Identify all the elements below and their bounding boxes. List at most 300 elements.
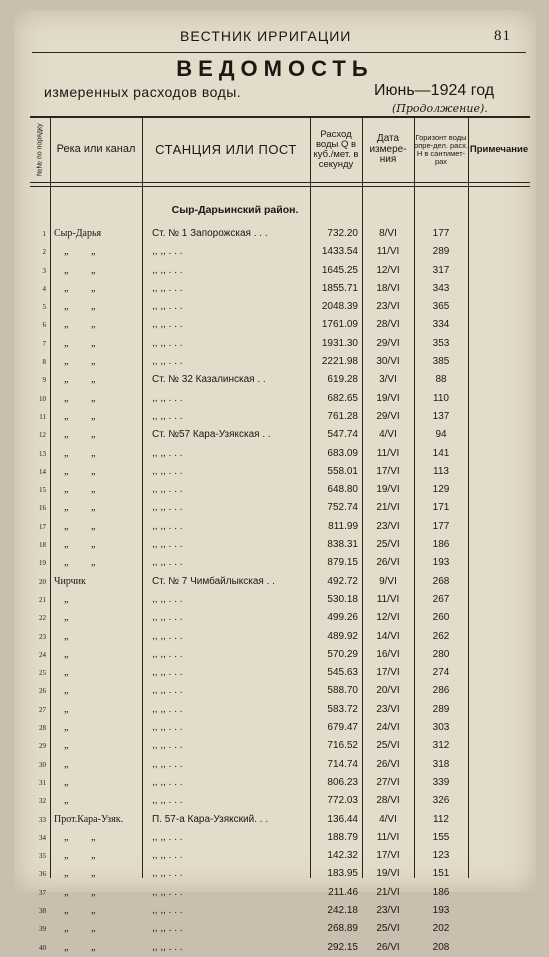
cell-date: 11/VI — [376, 831, 400, 843]
cell-river: „ „ — [64, 392, 106, 404]
journal-title: ВЕСТНИК ИРРИГАЦИИ — [180, 28, 352, 44]
cell-river: „ „ — [64, 502, 106, 514]
cell-num: 26 — [39, 687, 46, 696]
cell-station: ,, ,, . . . — [152, 703, 183, 715]
cell-num: 13 — [39, 449, 46, 458]
cell-station: ,, ,, . . . — [152, 484, 183, 496]
cell-discharge: 838.31 — [327, 539, 358, 551]
table-row — [30, 756, 530, 774]
cell-horizon: 137 — [432, 410, 450, 422]
cell-horizon: 365 — [432, 301, 450, 313]
cell-horizon: 312 — [432, 740, 450, 752]
cell-date: 29/VI — [376, 337, 400, 349]
cell-river: „ „ — [64, 904, 106, 916]
cell-discharge: 188.79 — [327, 831, 358, 843]
table-row — [30, 829, 530, 847]
cell-discharge: 268.89 — [327, 923, 358, 935]
cell-date: 23/VI — [376, 904, 400, 916]
cell-date: 19/VI — [376, 484, 400, 496]
table-row — [30, 463, 530, 481]
cell-station: ,, ,, . . . — [152, 557, 183, 569]
cell-date: 11/VI — [376, 447, 400, 459]
cell-horizon: 202 — [432, 923, 450, 935]
cell-horizon: 186 — [432, 539, 450, 551]
cell-discharge: 588.70 — [327, 685, 358, 697]
cell-horizon: 155 — [432, 831, 450, 843]
cell-num: 7 — [42, 339, 46, 348]
table-row — [30, 920, 530, 938]
cell-station: ,, ,, . . . — [152, 301, 183, 313]
cell-station: ,, ,, . . . — [152, 758, 183, 770]
cell-horizon: 280 — [432, 648, 450, 660]
cell-num: 23 — [39, 632, 46, 641]
cell-river: „ — [64, 722, 79, 734]
cell-river: „ „ — [64, 410, 106, 422]
cell-date: 25/VI — [376, 539, 400, 551]
cell-discharge: 772.03 — [327, 795, 358, 807]
cell-horizon: 289 — [432, 703, 450, 715]
cell-discharge: 648.80 — [327, 484, 358, 496]
table-row — [30, 298, 530, 316]
cell-river: „ „ — [64, 465, 106, 477]
cell-date: 23/VI — [376, 301, 400, 313]
cell-river: „ „ — [64, 374, 106, 386]
cell-station: ,, ,, . . . — [152, 850, 183, 862]
cell-station: ,, ,, . . . — [152, 246, 183, 258]
cell-horizon: 353 — [432, 337, 450, 349]
cell-station: ,, ,, . . . — [152, 502, 183, 514]
table-row — [30, 353, 530, 371]
cell-station: ,, ,, . . . — [152, 392, 183, 404]
cell-num: 22 — [39, 614, 46, 623]
table-row — [30, 902, 530, 920]
cell-river: „ „ — [64, 282, 106, 294]
cell-river: „ — [64, 630, 79, 642]
running-head — [14, 28, 536, 48]
cell-num: 37 — [39, 888, 46, 897]
cell-discharge: 142.32 — [327, 850, 358, 862]
cell-river: „ „ — [64, 868, 106, 880]
cell-river: Прот.Кара-Узяк. — [54, 813, 124, 825]
cell-date: 4/VI — [379, 429, 397, 441]
cell-num: 24 — [39, 650, 46, 659]
continued-note: (Продолжение). — [392, 102, 488, 115]
cell-river: „ — [64, 612, 79, 624]
cell-num: 25 — [39, 669, 46, 678]
cell-river: „ „ — [64, 246, 106, 258]
cell-num: 35 — [39, 852, 46, 861]
cell-date: 17/VI — [376, 850, 400, 862]
cell-horizon: 151 — [432, 868, 450, 880]
cell-date: 23/VI — [376, 703, 400, 715]
cell-discharge: 879.15 — [327, 557, 358, 569]
table-row — [30, 774, 530, 792]
table-row — [30, 426, 530, 444]
cell-date: 17/VI — [376, 667, 400, 679]
table-row — [30, 939, 530, 957]
cell-discharge: 489.92 — [327, 630, 358, 642]
table-row — [30, 445, 530, 463]
table-row — [30, 225, 530, 243]
cell-station: ,, ,, . . . — [152, 831, 183, 843]
table-row — [30, 316, 530, 334]
cell-date: 26/VI — [376, 557, 400, 569]
cell-num: 29 — [39, 742, 46, 751]
cell-date: 9/VI — [379, 575, 397, 587]
document-period: Июнь—1924 год — [374, 82, 495, 99]
cell-horizon: 286 — [432, 685, 450, 697]
cell-discharge: 2221.98 — [321, 356, 358, 368]
cell-station: ,, ,, . . . — [152, 904, 183, 916]
cell-date: 24/VI — [376, 722, 400, 734]
cell-date: 17/VI — [376, 465, 400, 477]
cell-horizon: 326 — [432, 795, 450, 807]
cell-river: „ „ — [64, 539, 106, 551]
cell-station: ,, ,, . . . — [152, 337, 183, 349]
cell-num: 11 — [39, 412, 46, 421]
table-row — [30, 865, 530, 883]
cell-discharge: 499.26 — [327, 612, 358, 624]
cell-num: 9 — [42, 376, 46, 385]
cell-station: Ст. № 1 Запорожская . . . — [152, 228, 268, 239]
table-row — [30, 243, 530, 261]
table-header — [30, 118, 530, 183]
cell-station: ,, ,, . . . — [152, 612, 183, 624]
cell-horizon: 193 — [432, 557, 450, 569]
document-subtitle: измеренных расходов воды. — [44, 84, 242, 100]
cell-date: 14/VI — [376, 630, 400, 642]
cell-river: „ „ — [64, 447, 106, 459]
cell-horizon: 171 — [432, 502, 450, 514]
cell-date: 3/VI — [379, 374, 397, 386]
table-row — [30, 628, 530, 646]
table-row — [30, 811, 530, 829]
cell-station: ,, ,, . . . — [152, 667, 183, 679]
table-row — [30, 701, 530, 719]
cell-station: ,, ,, . . . — [152, 539, 183, 551]
cell-river: „ — [64, 758, 79, 770]
header-rule — [32, 52, 526, 53]
cell-date: 11/VI — [376, 246, 400, 258]
cell-horizon: 334 — [432, 319, 450, 331]
header-horizon: Горизонт воды опре-дел. расх. Н в сантимет-рах — [414, 133, 468, 166]
cell-num: 33 — [39, 815, 46, 824]
table-row — [30, 280, 530, 298]
cell-num: 40 — [39, 943, 46, 952]
cell-date: 12/VI — [376, 612, 400, 624]
cell-horizon: 141 — [432, 447, 450, 459]
cell-num: 12 — [39, 431, 46, 440]
cell-river: Чирчик — [54, 575, 86, 587]
cell-num: 6 — [42, 321, 46, 330]
cell-num: 8 — [42, 358, 46, 367]
table-row — [30, 792, 530, 810]
cell-horizon: 177 — [432, 228, 450, 239]
table-row — [30, 518, 530, 536]
cell-horizon: 339 — [432, 776, 450, 788]
table-row — [30, 499, 530, 517]
cell-river: „ — [64, 776, 79, 788]
header-num — [30, 118, 50, 182]
header-note: Примечание — [469, 144, 529, 156]
cell-station: ,, ,, . . . — [152, 630, 183, 642]
cell-station: ,, ,, . . . — [152, 685, 183, 697]
cell-discharge: 811.99 — [328, 520, 358, 532]
cell-discharge: 1645.25 — [321, 264, 358, 276]
cell-station: П. 57-а Кара-Узякский. . . — [152, 813, 269, 825]
table-row — [30, 408, 530, 426]
cell-river: „ „ — [64, 831, 106, 843]
document-title: ВЕДОМОСТЬ — [176, 56, 374, 81]
cell-discharge: 570.29 — [327, 648, 358, 660]
cell-horizon: 289 — [432, 246, 450, 258]
cell-date: 29/VI — [376, 410, 400, 422]
table-row — [30, 737, 530, 755]
cell-horizon: 177 — [432, 520, 450, 532]
cell-date: 8/VI — [379, 228, 397, 239]
table-row — [30, 591, 530, 609]
cell-date: 21/VI — [376, 886, 400, 898]
cell-discharge: 558.01 — [327, 465, 358, 477]
cell-date: 26/VI — [376, 941, 400, 953]
cell-date: 20/VI — [376, 685, 400, 697]
table-row — [30, 646, 530, 664]
cell-date: 12/VI — [376, 264, 400, 276]
cell-discharge: 492.72 — [327, 575, 358, 587]
cell-discharge: 2048.39 — [321, 301, 358, 313]
table-row — [30, 335, 530, 353]
header-river: Река или канал — [56, 143, 136, 156]
cell-num: 10 — [39, 394, 46, 403]
cell-discharge: 183.95 — [327, 868, 358, 880]
table-row — [30, 682, 530, 700]
cell-horizon: 385 — [432, 356, 450, 368]
cell-num: 31 — [39, 778, 46, 787]
table-row — [30, 609, 530, 627]
cell-river: „ „ — [64, 850, 106, 862]
cell-river: „ „ — [64, 484, 106, 496]
cell-discharge: 679.47 — [327, 722, 358, 734]
cell-num: 34 — [39, 833, 46, 842]
cell-horizon: 129 — [432, 484, 450, 496]
header-station: СТАНЦИЯ ИЛИ ПОСТ — [155, 142, 297, 158]
cell-discharge: 1931.30 — [321, 337, 358, 349]
cell-num: 20 — [39, 577, 46, 586]
table-row — [30, 262, 530, 280]
cell-station: ,, ,, . . . — [152, 740, 183, 752]
cell-river: „ — [64, 667, 79, 679]
cell-river: „ — [64, 795, 79, 807]
table-row — [30, 481, 530, 499]
cell-river: „ — [64, 685, 79, 697]
cell-horizon: 113 — [433, 465, 449, 477]
cell-date: 18/VI — [376, 282, 400, 294]
cell-discharge: 806.23 — [327, 776, 358, 788]
cell-date: 28/VI — [376, 795, 400, 807]
cell-horizon: 262 — [432, 630, 450, 642]
cell-horizon: 112 — [433, 813, 449, 825]
cell-station: ,, ,, . . . — [152, 868, 183, 880]
header-num-label: №№ по порядку — [36, 123, 44, 177]
cell-river: „ „ — [64, 923, 106, 935]
cell-station: ,, ,, . . . — [152, 886, 183, 898]
cell-station: Ст. №57 Кара-Узякская . . — [152, 429, 271, 441]
cell-discharge: 682.65 — [327, 392, 358, 404]
cell-discharge: 583.72 — [327, 703, 358, 715]
cell-num: 39 — [39, 925, 46, 934]
table-row — [30, 719, 530, 737]
cell-river: „ „ — [64, 941, 106, 953]
cell-discharge: 1433.54 — [321, 246, 358, 258]
cell-river: „ „ — [64, 301, 106, 313]
cell-station: ,, ,, . . . — [152, 465, 183, 477]
table-row — [30, 371, 530, 389]
cell-date: 16/VI — [376, 648, 400, 660]
cell-num: 1 — [42, 230, 46, 238]
cell-station: ,, ,, . . . — [152, 356, 183, 368]
cell-discharge: 545.63 — [327, 667, 358, 679]
cell-station: Ст. № 32 Казалинская . . — [152, 374, 266, 386]
cell-river: „ „ — [64, 886, 106, 898]
cell-num: 32 — [39, 797, 46, 806]
cell-discharge: 683.09 — [327, 447, 358, 459]
cell-num: 17 — [39, 522, 46, 531]
cell-num: 36 — [39, 870, 46, 879]
cell-horizon: 303 — [432, 722, 450, 734]
cell-river: „ „ — [64, 337, 106, 349]
cell-station: ,, ,, . . . — [152, 264, 183, 276]
table-row — [30, 884, 530, 902]
cell-station: ,, ,, . . . — [152, 722, 183, 734]
cell-num: 15 — [39, 486, 46, 495]
cell-station: ,, ,, . . . — [152, 648, 183, 660]
cell-station: ,, ,, . . . — [152, 319, 183, 331]
cell-num: 30 — [39, 760, 46, 769]
cell-discharge: 714.74 — [327, 758, 358, 770]
cell-horizon: 123 — [432, 850, 450, 862]
cell-date: 30/VI — [376, 356, 400, 368]
cell-horizon: 268 — [432, 575, 450, 587]
cell-num: 14 — [39, 467, 46, 476]
cell-horizon: 260 — [432, 612, 450, 624]
cell-discharge: 211.46 — [328, 886, 358, 898]
cell-discharge: 292.15 — [327, 941, 358, 953]
cell-date: 4/VI — [379, 813, 397, 825]
header-double-rule — [30, 186, 530, 187]
header-discharge: Расход воды Q в куб./мет. в секунду — [313, 129, 359, 170]
cell-station: ,, ,, . . . — [152, 941, 183, 953]
cell-river: Сыр-Дарья — [54, 228, 102, 239]
table-row — [30, 664, 530, 682]
cell-discharge: 619.28 — [327, 374, 358, 386]
cell-num: 18 — [39, 541, 46, 550]
cell-discharge: 761.28 — [327, 410, 358, 422]
cell-discharge: 136.44 — [327, 813, 358, 825]
cell-discharge: 547.74 — [327, 429, 358, 441]
cell-date: 25/VI — [376, 740, 400, 752]
cell-horizon: 317 — [432, 264, 450, 276]
discharge-table — [30, 116, 530, 953]
cell-date: 19/VI — [376, 868, 400, 880]
cell-station: ,, ,, . . . — [152, 447, 183, 459]
cell-horizon: 343 — [432, 282, 450, 294]
cell-river: „ „ — [64, 264, 106, 276]
cell-station: ,, ,, . . . — [152, 923, 183, 935]
section-title: Сыр-Дарьинский район. — [171, 204, 299, 216]
cell-date: 19/VI — [376, 392, 400, 404]
cell-horizon: 208 — [432, 941, 450, 953]
table-row — [30, 847, 530, 865]
cell-num: 4 — [42, 284, 46, 293]
cell-num: 19 — [39, 559, 46, 568]
cell-station: ,, ,, . . . — [152, 795, 183, 807]
cell-station: ,, ,, . . . — [152, 593, 183, 605]
cell-num: 28 — [39, 724, 46, 733]
page-number: 81 — [494, 28, 511, 44]
cell-date: 27/VI — [376, 776, 400, 788]
cell-date: 21/VI — [376, 502, 400, 514]
cell-horizon: 186 — [432, 886, 450, 898]
cell-station: ,, ,, . . . — [152, 520, 183, 532]
cell-date: 26/VI — [376, 758, 400, 770]
cell-station: ,, ,, . . . — [152, 776, 183, 788]
cell-river: „ „ — [64, 319, 106, 331]
cell-num: 2 — [42, 248, 46, 257]
cell-discharge: 1761.09 — [321, 319, 358, 331]
cell-num: 16 — [39, 504, 46, 513]
cell-discharge: 752.74 — [327, 502, 358, 514]
cell-river: „ „ — [64, 520, 106, 532]
cell-date: 23/VI — [376, 520, 400, 532]
cell-num: 38 — [39, 906, 46, 915]
cell-num: 3 — [42, 266, 46, 275]
header-date: Дата измере-ния — [369, 133, 407, 166]
cell-river: „ — [64, 593, 79, 605]
cell-horizon: 94 — [435, 429, 447, 441]
table-row — [30, 536, 530, 554]
cell-num: 5 — [42, 303, 46, 312]
cell-river: „ „ — [64, 557, 106, 569]
document-page — [14, 10, 536, 953]
cell-station: Ст. № 7 Чимбайлыкская . . — [152, 575, 275, 587]
table-row — [30, 390, 530, 408]
cell-horizon: 193 — [432, 904, 450, 916]
cell-discharge: 242.18 — [327, 904, 358, 916]
cell-date: 25/VI — [376, 923, 400, 935]
cell-discharge: 1855.71 — [321, 282, 358, 294]
cell-date: 11/VI — [376, 593, 400, 605]
cell-date: 28/VI — [376, 319, 400, 331]
cell-river: „ „ — [64, 429, 106, 441]
cell-river: „ „ — [64, 356, 106, 368]
cell-station: ,, ,, . . . — [152, 410, 183, 422]
cell-horizon: 88 — [435, 374, 447, 386]
cell-discharge: 530.18 — [327, 593, 358, 605]
cell-discharge: 732.20 — [327, 228, 358, 239]
table-row — [30, 573, 530, 591]
table-body — [30, 225, 530, 957]
cell-horizon: 267 — [432, 593, 450, 605]
cell-discharge: 716.52 — [327, 740, 358, 752]
cell-horizon: 274 — [432, 667, 450, 679]
cell-num: 21 — [39, 595, 46, 604]
cell-river: „ — [64, 648, 79, 660]
cell-river: „ — [64, 740, 79, 752]
cell-num: 27 — [39, 705, 46, 714]
cell-horizon: 110 — [433, 392, 449, 404]
cell-horizon: 318 — [432, 758, 450, 770]
cell-river: „ — [64, 703, 79, 715]
